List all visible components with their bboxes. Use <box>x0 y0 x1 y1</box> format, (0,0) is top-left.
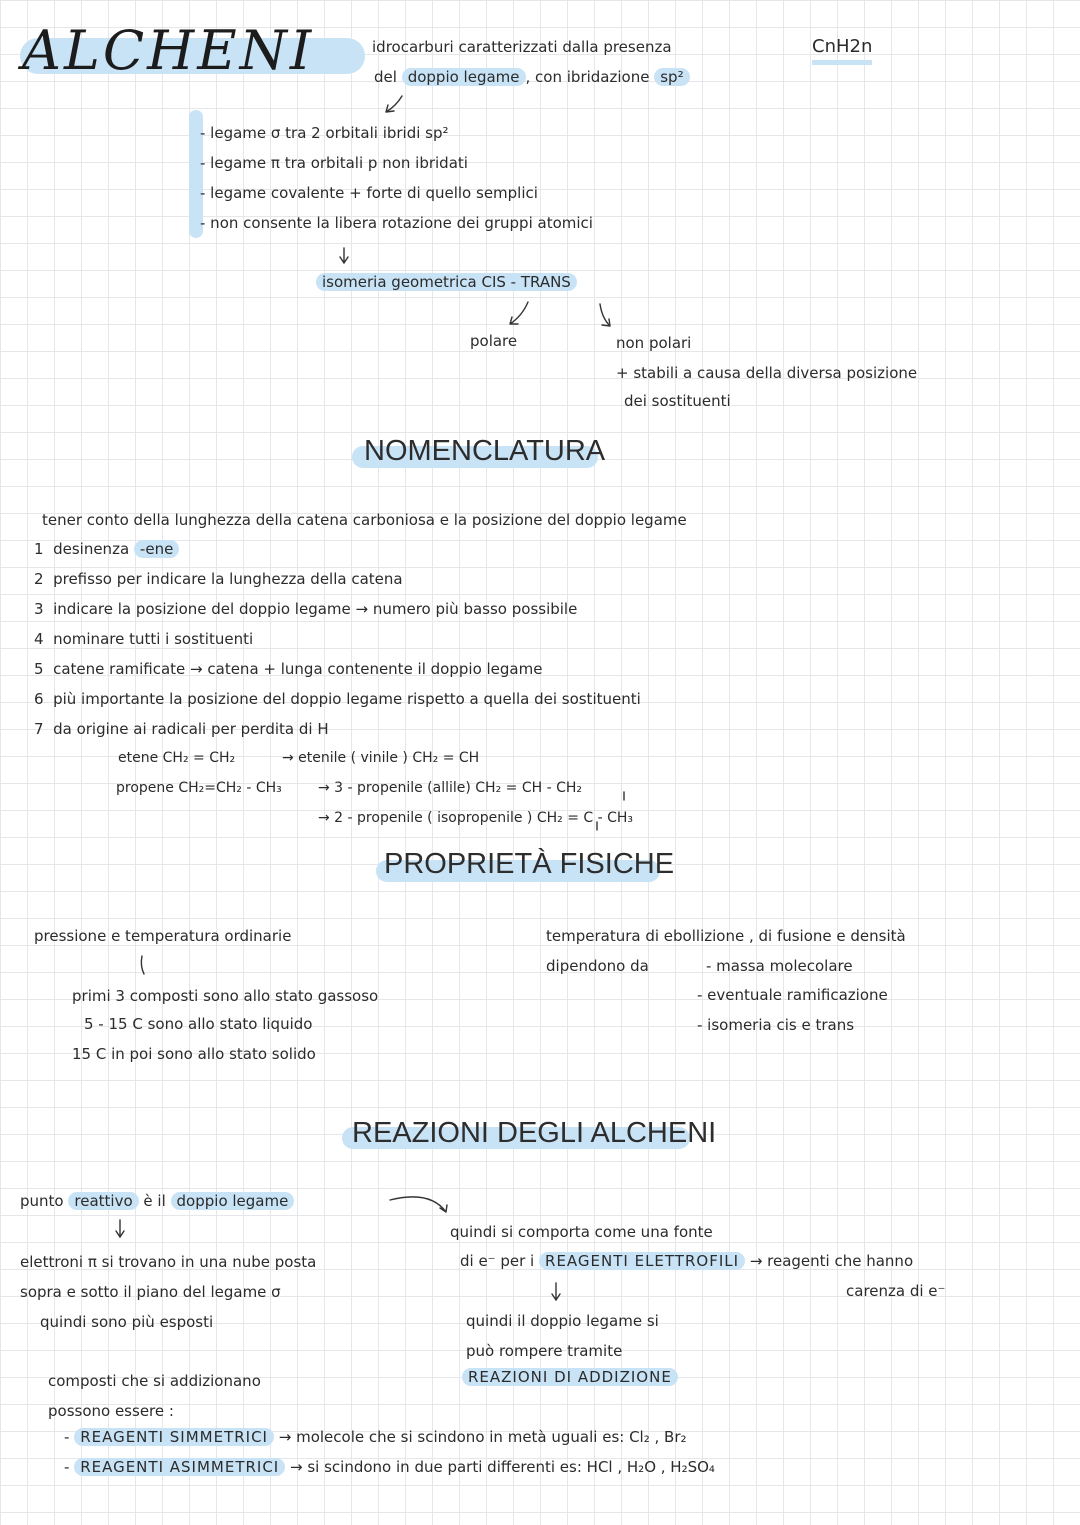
electrophilic-reagents-highlight: REAGENTI ELETTROFILI <box>539 1252 745 1270</box>
source-down-arrow-icon <box>552 1283 560 1300</box>
rule-number: 6 <box>34 690 44 708</box>
example-ethene: etene CH₂ = CH₂ <box>118 750 236 766</box>
example-ethene-radical: → etenile ( vinile ) CH₂ = CH <box>282 750 480 766</box>
source-2c: → reagenti che hanno <box>749 1252 914 1270</box>
physical-right-item-2: - eventuale ramificazione <box>697 986 888 1004</box>
rule-number: 1 <box>34 540 44 558</box>
general-formula: CnH2n <box>812 36 872 65</box>
asymmetric-reagents-row: - REAGENTI ASIMMETRICI → si scindono in due parti differenti es: HCl , H₂O , H₂SO₄ <box>64 1458 715 1476</box>
rule-number: 2 <box>34 570 44 588</box>
reactive-c: è il <box>143 1192 166 1210</box>
electrons-line-1: elettroni π si trovano in una nube posta <box>20 1253 317 1271</box>
bond-note-4: - non consente la libera rotazione dei gruppi atomici <box>200 214 593 232</box>
rule-text: catene ramificate → catena + lunga contenente il doppio legame <box>53 660 543 678</box>
break-line-1: quindi il doppio legame si <box>466 1312 659 1330</box>
definition-hybrid: , con ibridazione <box>525 68 650 86</box>
rule-text: indicare la posizione del doppio legame → numero più basso possibile <box>53 600 578 618</box>
isomerism-down-arrow-icon <box>340 248 348 263</box>
reactive-curve-arrow-icon <box>390 1197 447 1212</box>
asymmetric-reagents-text: → si scindono in due parti differenti es: HCl , H₂O , H₂SO₄ <box>290 1458 715 1476</box>
example-propene: propene CH₂=CH₂ - CH₃ <box>116 780 282 796</box>
bond-note-2: - legame π tra orbitali p non ibridati <box>200 154 468 172</box>
double-bond-reactive-highlight: doppio legame <box>171 1192 295 1210</box>
bond-note-1: - legame σ tra 2 orbitali ibridi sp² <box>200 124 449 142</box>
example-propene-radical-2: → 2 - propenile ( isopropenile ) CH₂ = C - CH₃ <box>318 810 634 826</box>
reactions-heading: REAZIONI DEGLI ALCHENI <box>352 1117 717 1149</box>
physical-left-item-1: primi 3 composti sono allo stato gassoso <box>72 987 379 1005</box>
isomer-nonpolar-note-2: dei sostituenti <box>624 392 731 410</box>
source-line-1: quindi si comporta come una fonte <box>450 1223 713 1241</box>
definition-del: del <box>374 68 397 86</box>
rule-text: desinenza <box>53 540 130 558</box>
symmetric-reagents-row: - REAGENTI SIMMETRICI → molecole che si scindono in metà uguali es: Cl₂ , Br₂ <box>64 1428 687 1446</box>
symmetric-reagents-text: → molecole che si scindono in metà uguali es: Cl₂ , Br₂ <box>278 1428 687 1446</box>
reactive-a: punto <box>20 1192 64 1210</box>
isomer-nonpolar-note-1: + stabili a causa della diversa posizione <box>616 364 918 382</box>
physical-left-item-2: 5 - 15 C sono allo stato liquido <box>84 1015 313 1033</box>
physical-right-item-3: - isomeria cis e trans <box>697 1016 855 1034</box>
reactive-highlight: reattivo <box>68 1192 138 1210</box>
compounds-line-2: possono essere : <box>48 1402 174 1420</box>
physical-right-title-1: temperatura di ebollizione , di fusione e densità <box>546 927 906 945</box>
polar-arrow-icon <box>510 302 528 324</box>
physical-left-title: pressione e temperatura ordinarie <box>34 927 292 945</box>
isomer-polar: polare <box>470 332 518 350</box>
nonpolar-arrow-icon <box>600 304 610 326</box>
rule-number: 4 <box>34 630 44 648</box>
nomenclature-intro: tener conto della lunghezza della catena carboniosa e la posizione del doppio legame <box>42 511 687 529</box>
reactive-down-arrow-icon <box>116 1220 124 1237</box>
compounds-line-1: composti che si addizionano <box>48 1372 261 1390</box>
rule-number: 3 <box>34 600 44 618</box>
sp2-highlight: sp² <box>654 68 689 86</box>
isomerism-label: isomeria geometrica CIS - TRANS <box>316 273 577 291</box>
definition-line-1: idrocarburi caratterizzati dalla presenza <box>372 38 672 56</box>
rule-text: da origine ai radicali per perdita di H <box>53 720 329 738</box>
rule-text: più importante la posizione del doppio legame rispetto a quella dei sostituenti <box>53 690 641 708</box>
break-line-2: può rompere tramite <box>466 1342 623 1360</box>
electrons-line-3: quindi sono più esposti <box>40 1313 214 1331</box>
source-2a: di e⁻ per i <box>460 1252 535 1270</box>
physical-left-down-arrow-icon <box>141 956 144 974</box>
rule-number: 7 <box>34 720 44 738</box>
physical-right-item-1: - massa molecolare <box>706 957 853 975</box>
definition-arrow-icon <box>386 96 402 112</box>
electrons-line-2: sopra e sotto il piano del legame σ <box>20 1283 281 1301</box>
isomer-nonpolar: non polari <box>616 334 692 352</box>
example-propene-radical-1: → 3 - propenile (allile) CH₂ = CH - CH₂ <box>318 780 582 796</box>
bond-note-3: - legame covalente + forte di quello semplici <box>200 184 538 202</box>
symmetric-reagents-label: REAGENTI SIMMETRICI <box>74 1428 274 1446</box>
rule-text: nominare tutti i sostituenti <box>53 630 254 648</box>
page-title: ALCHENI <box>22 19 315 82</box>
addition-reactions-highlight: REAZIONI DI ADDIZIONE <box>462 1368 678 1386</box>
nomenclature-heading: NOMENCLATURA <box>364 435 606 467</box>
double-bond-highlight: doppio legame <box>402 68 526 86</box>
physical-heading: PROPRIETÀ FISICHE <box>384 848 675 880</box>
physical-right-title-2: dipendono da <box>546 957 649 975</box>
physical-left-item-3: 15 C in poi sono allo stato solido <box>72 1045 316 1063</box>
ene-suffix-highlight: -ene <box>134 540 179 558</box>
asymmetric-reagents-label: REAGENTI ASIMMETRICI <box>74 1458 285 1476</box>
source-line-3: carenza di e⁻ <box>846 1282 946 1300</box>
rule-text: prefisso per indicare la lunghezza della catena <box>53 570 403 588</box>
rule-number: 5 <box>34 660 44 678</box>
